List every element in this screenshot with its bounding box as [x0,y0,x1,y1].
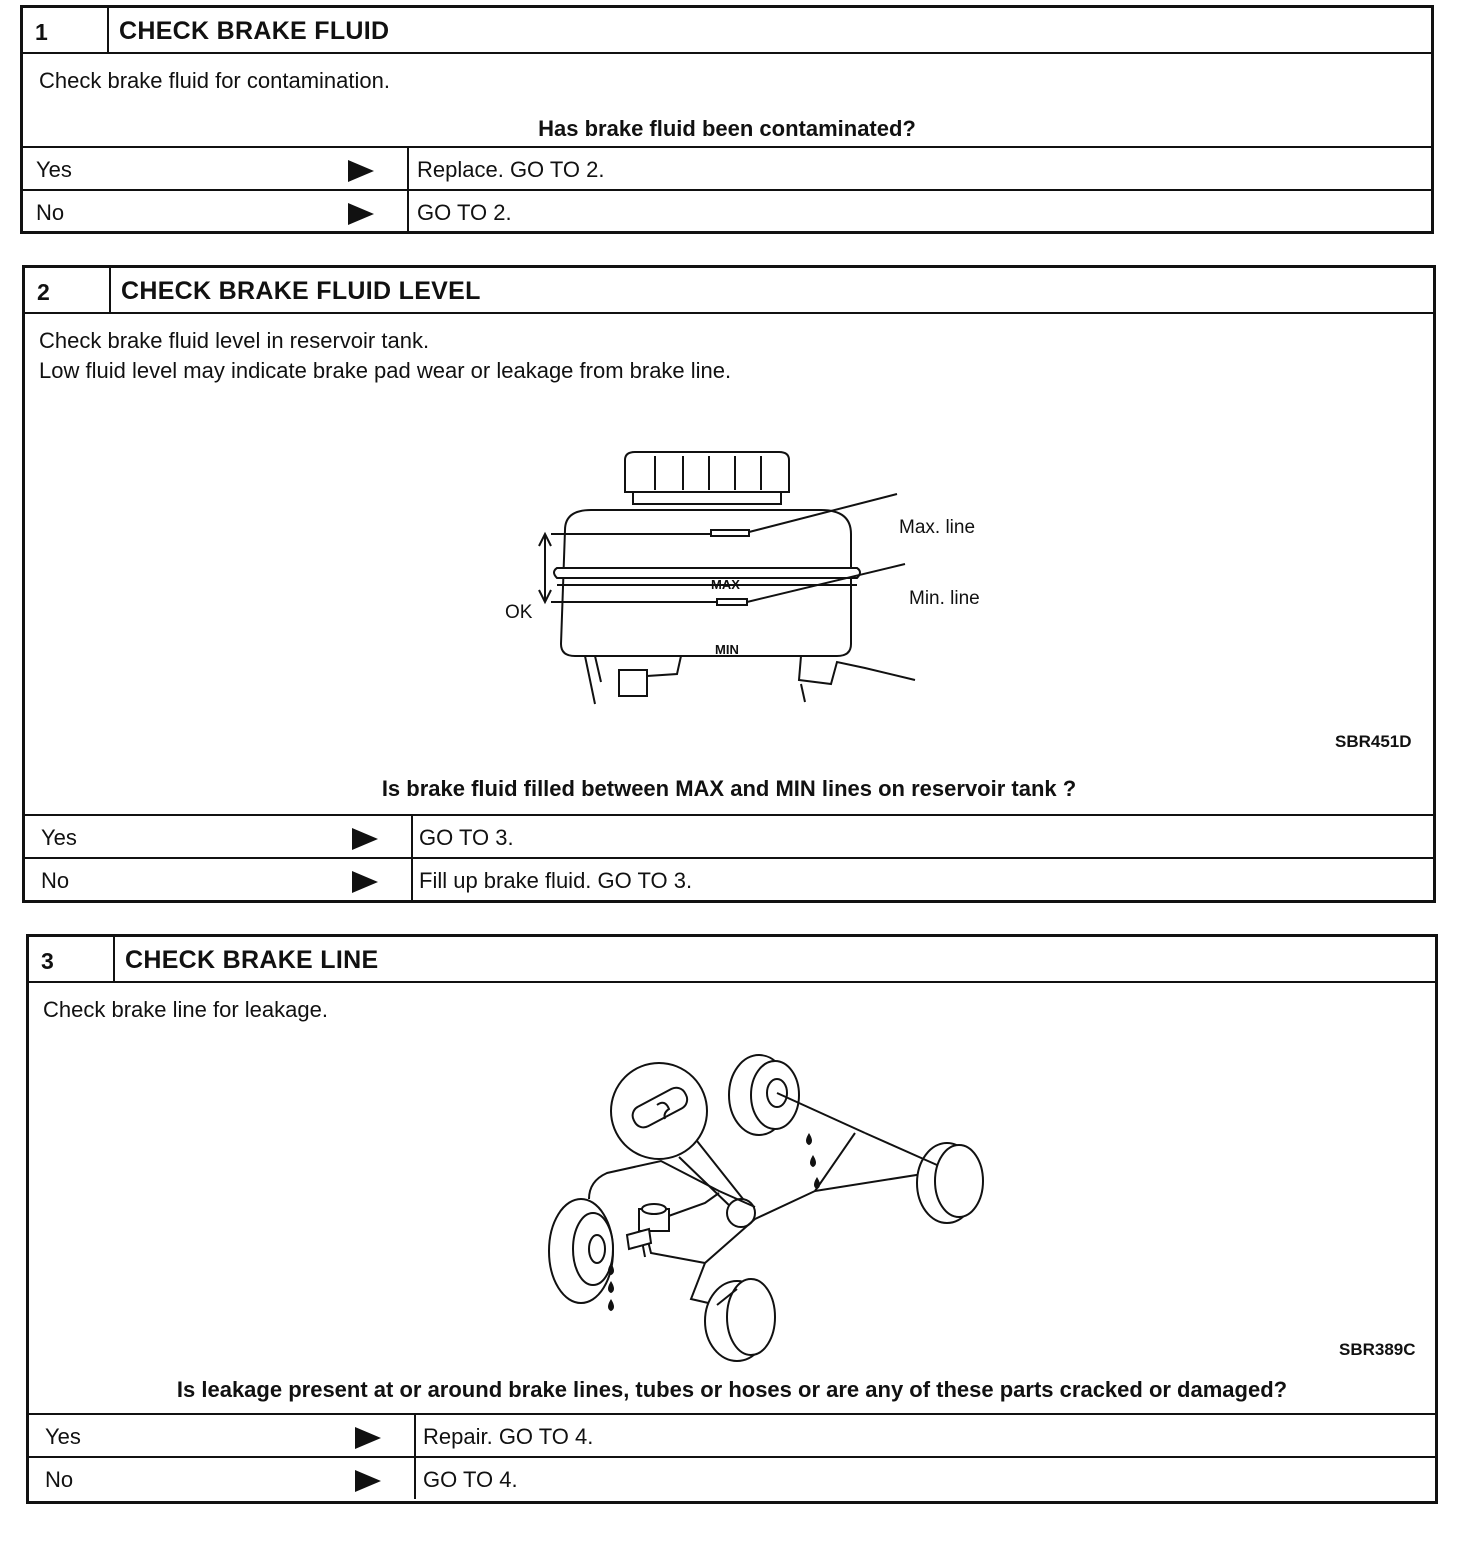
reservoir-tank-figure [465,444,1025,719]
answer-result: GO TO 2. [417,200,512,225]
figure-code: SBR451D [1335,732,1412,751]
answer-result: Replace. GO TO 2. [417,157,605,182]
arrow-icon [348,203,374,225]
instruction-text: Check brake fluid level in reservoir tank. [39,328,430,353]
step-body [23,54,1431,146]
step-1 [20,5,1434,234]
answer-result: GO TO 4. [423,1467,518,1492]
brake-line-figure [519,1053,1009,1363]
step-header [29,937,1435,983]
answer-row-no [25,857,1433,900]
question-text: Is brake fluid filled between MAX and MIN lines on reservoir tank ? [381,776,1077,801]
step-number: 1 [23,8,109,52]
step-number: 3 [29,937,115,981]
step-body [29,983,1435,1413]
answer-row-yes [25,814,1433,857]
answer-result: Fill up brake fluid. GO TO 3. [419,868,693,893]
step-title: CHECK BRAKE FLUID LEVEL [121,277,481,305]
answer-result: Repair. GO TO 4. [423,1424,594,1449]
step-header [25,268,1433,314]
answer-label: Yes [45,1424,81,1449]
question-text: Has brake fluid been contaminated? [538,116,916,141]
answer-label: No [41,868,70,893]
instruction-text: Check brake fluid for contamination. [39,68,390,93]
step-body [25,314,1433,814]
max-mark-label: MAX [711,577,740,592]
step-3 [26,934,1438,1504]
arrow-icon [352,871,378,893]
step-number: 2 [25,268,111,312]
step-2 [22,265,1436,903]
answer-row-no [29,1456,1435,1499]
answer-label: Yes [36,157,72,182]
answer-row-no [23,189,1431,232]
figure-code: SBR389C [1339,1340,1416,1359]
arrow-icon [348,160,374,182]
min-line-label: Min. line [909,588,980,609]
answer-label: Yes [41,825,77,850]
arrow-icon [352,828,378,850]
max-line-label: Max. line [899,517,976,538]
arrow-icon [355,1427,381,1449]
ok-label: OK [505,602,533,623]
step-header [23,8,1431,54]
answer-row-yes [29,1413,1435,1456]
answer-label: No [45,1467,74,1492]
instruction-text: Low fluid level may indicate brake pad wear or leakage from brake line. [39,358,732,383]
instruction-text: Check brake line for leakage. [43,997,328,1022]
step-title: CHECK BRAKE FLUID [119,17,390,45]
answer-row-yes [23,146,1431,189]
min-mark-label: MIN [715,642,739,657]
answer-result: GO TO 3. [419,825,514,850]
question-text: Is leakage present at or around brake lines, tubes or hoses or are any of these parts cracked or damaged? [176,1377,1288,1402]
answer-label: No [36,200,65,225]
arrow-icon [355,1470,381,1492]
step-title: CHECK BRAKE LINE [125,946,379,974]
